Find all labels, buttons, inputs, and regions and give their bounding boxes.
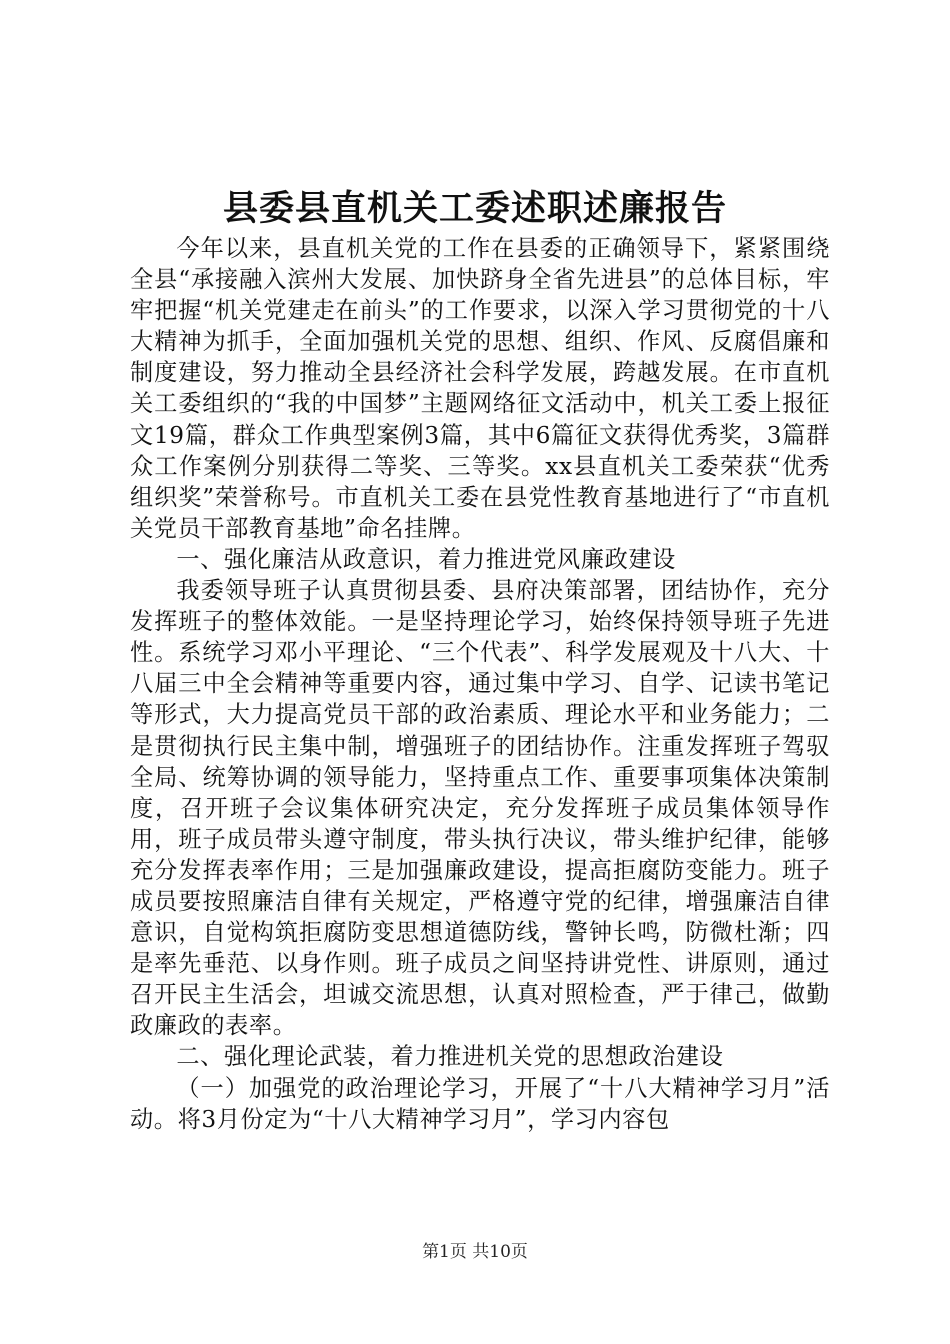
section-heading-1: 一、强化廉洁从政意识，着力推进党风廉政建设 xyxy=(176,545,676,573)
page-number-footer: 第1页 共10页 xyxy=(422,1242,528,1262)
intro-paragraph: 今年以来，县直机关党的工作在县委的正确领导下，紧紧围绕全县“承接融入滨州大发展、加快跻身全省先进县”的总体目标，牢牢把握“机关党建走在前头”的工作要求，以深入学习贯彻党的十八大精神为抓手，全面加强机关党的思想、组织、作风、反腐倡廉和制度建设，努力推动全县经济社会科学发展，跨越发展。在市直机关工委组织的“我的中国梦”主题网络征文活动中，机关工委上报征文19篇，群众工作典型案例3篇，其中6篇征文获得优秀奖，3篇群众工作案例分别获得二等奖、三等奖。xx县直机关工委荣获“优秀组织奖”荣誉称号。市直机关工委在县党性教育基地进行了“市直机关党员干部教育基地”命名挂牌。 xyxy=(130,235,830,542)
document-body xyxy=(130,233,830,1135)
section-2-paragraph: （一）加强党的政治理论学习，开展了“十八大精神学习月”活动。将3月份定为“十八大精神学习月”，学习内容包 xyxy=(130,1074,830,1133)
document-title: 县委县直机关工委述职述廉报告 xyxy=(222,188,727,229)
section-heading-2: 二、强化理论武装，着力推进机关党的思想政治建设 xyxy=(176,1043,724,1071)
section-1-paragraph: 我委领导班子认真贯彻县委、县府决策部署，团结协作，充分发挥班子的整体效能。一是坚持理论学习，始终保持领导班子先进性。系统学习邓小平理论、“三个代表”、科学发展观及十八大、十八届三中全会精神等重要内容，通过集中学习、自学、记读书笔记等形式，大力提高党员干部的政治素质、理论水平和业务能力；二是贯彻执行民主集中制，增强班子的团结协作。注重发挥班子驾驭全局、统筹协调的领导能力，坚持重点工作、重要事项集体决策制度，召开班子会议集体研究决定，充分发挥班子成员集体领导作用，班子成员带头遵守制度，带头执行决议，带头维护纪律，能够充分发挥表率作用；三是加强廉政建设，提高拒腐防变能力。班子成员要按照廉洁自律有关规定，严格遵守党的纪律，增强廉洁自律意识，自觉构筑拒腐防变思想道德防线，警钟长鸣，防微杜渐；四是率先垂范、以身作则。班子成员之间坚持讲党性、讲原则，通过召开民主生活会，坦诚交流思想，认真对照检查，严于律己，做勤政廉政的表率。 xyxy=(130,577,830,1040)
